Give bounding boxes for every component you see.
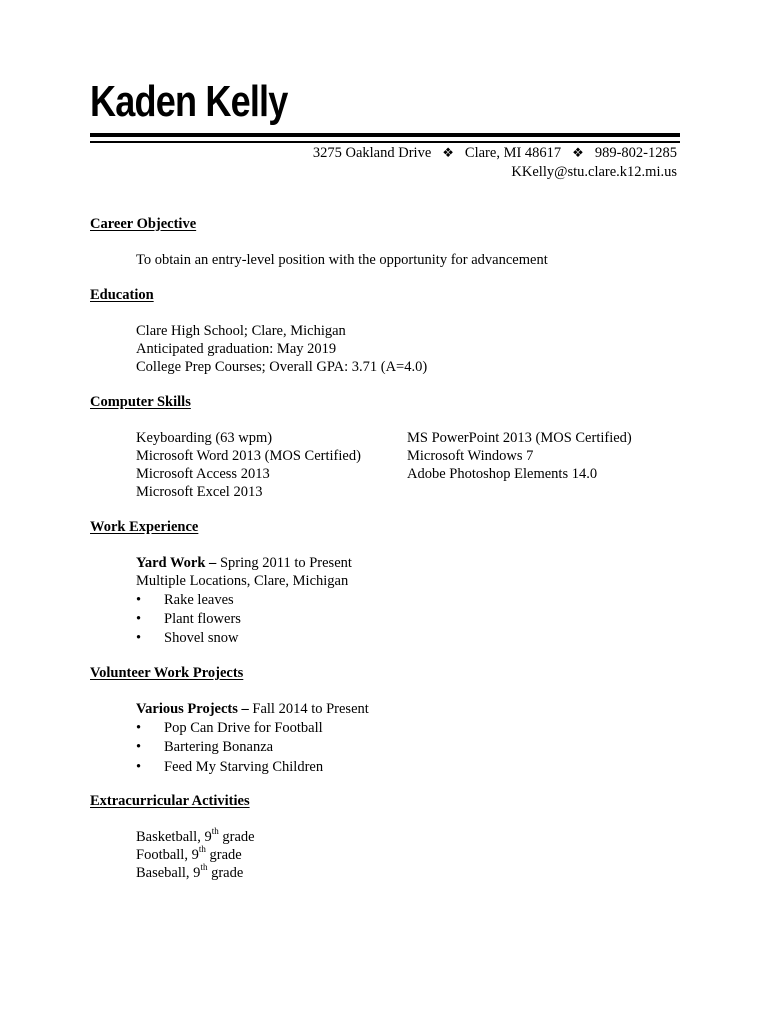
education-line: College Prep Courses; Overall GPA: 3.71 (A=4.0) — [136, 359, 428, 375]
bullet-icon: • — [136, 739, 142, 755]
activity-item: Basketball, 9th grade — [136, 826, 255, 845]
objective-text: To obtain an entry-level position with the opportunity for advancement — [136, 252, 548, 268]
activity-item: Baseball, 9th grade — [136, 862, 244, 881]
section-heading-work: Work Experience — [90, 519, 199, 535]
bullet-icon: • — [136, 720, 142, 736]
list-item: • Rake leaves — [136, 592, 234, 608]
list-item: • Feed My Starving Children — [136, 759, 324, 775]
list-item: • Pop Can Drive for Football — [136, 720, 323, 736]
volunteer-title-line — [136, 700, 369, 718]
list-item: • Plant flowers — [136, 611, 241, 627]
address: 3275 Oakland Drive — [312, 145, 432, 161]
work-dates: Spring 2011 to Present — [216, 555, 352, 571]
bullet-icon: • — [136, 592, 142, 608]
email: KKelly@stu.clare.k12.mi.us — [511, 164, 677, 180]
header-rule-thick — [90, 133, 680, 137]
section-heading-objective: Career Objective — [90, 216, 197, 232]
skill-item: Microsoft Word 2013 (MOS Certified) — [136, 448, 361, 464]
activity-item: Football, 9th grade — [136, 844, 242, 863]
skill-item: Microsoft Windows 7 — [407, 448, 534, 464]
skill-item: Microsoft Access 2013 — [136, 466, 270, 482]
bullet-icon: • — [136, 611, 142, 627]
skill-item: Adobe Photoshop Elements 14.0 — [407, 466, 598, 482]
resume-name: Kaden Kelly — [90, 77, 288, 126]
bullet-icon: • — [136, 630, 142, 646]
work-title: Yard Work – — [136, 555, 217, 571]
section-heading-volunteer: Volunteer Work Projects — [90, 665, 244, 681]
skill-item: MS PowerPoint 2013 (MOS Certified) — [407, 430, 632, 446]
work-title-line — [136, 554, 352, 572]
education-line: Anticipated graduation: May 2019 — [136, 341, 337, 357]
volunteer-dates: Fall 2014 to Present — [248, 701, 369, 717]
section-heading-activities: Extracurricular Activities — [90, 793, 250, 809]
list-item: • Shovel snow — [136, 630, 239, 646]
separator-icon: ❖ — [442, 145, 454, 160]
skill-item: Microsoft Excel 2013 — [136, 484, 263, 500]
phone: 989-802-1285 — [594, 145, 677, 161]
list-item: • Bartering Bonanza — [136, 739, 274, 755]
city: Clare, MI 48617 — [464, 145, 562, 161]
bullet-icon: • — [136, 759, 142, 775]
education-line: Clare High School; Clare, Michigan — [136, 323, 346, 339]
work-location: Multiple Locations, Clare, Michigan — [136, 573, 349, 589]
skill-item: Keyboarding (63 wpm) — [136, 430, 273, 446]
section-heading-education: Education — [90, 287, 154, 303]
contact-block — [313, 143, 677, 182]
volunteer-title: Various Projects – — [136, 701, 249, 717]
separator-icon: ❖ — [572, 145, 584, 160]
contact-line-address — [313, 143, 677, 163]
section-heading-skills: Computer Skills — [90, 394, 191, 410]
